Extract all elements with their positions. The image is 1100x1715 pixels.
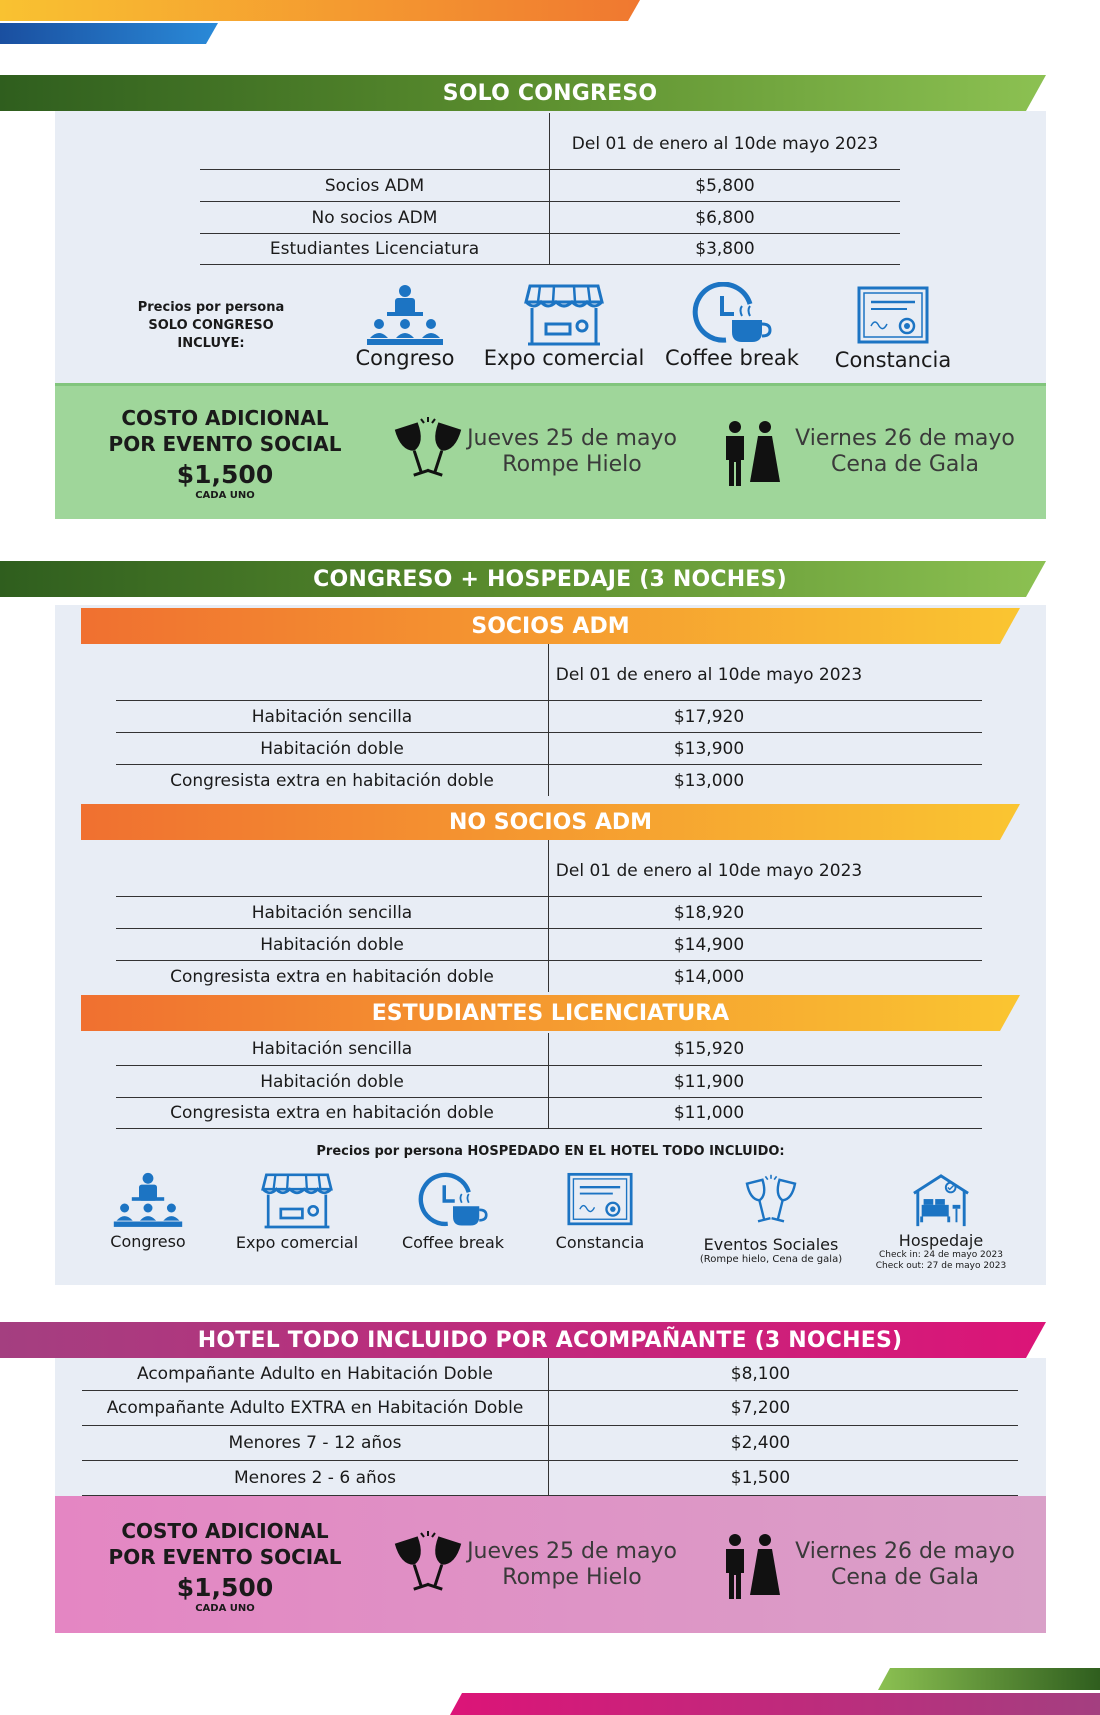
row-price: $1,500	[730, 1468, 791, 1488]
row-price: $18,920	[673, 902, 745, 923]
coffee-clock-icon	[692, 282, 772, 346]
row-label: Socios ADM	[200, 170, 550, 201]
couple-icon	[718, 420, 784, 488]
solo-congreso-item	[345, 282, 465, 370]
table-row	[116, 700, 982, 732]
row-price: $13,900	[673, 738, 745, 759]
includes-bold: HOSPEDADO EN EL HOTEL TODO INCLUIDO:	[467, 1144, 785, 1159]
row-price: $3,800	[695, 239, 755, 259]
hosp-expo-item	[222, 1170, 372, 1252]
date-line-1: Del 01 de enero al 10	[555, 861, 740, 881]
table-row	[82, 1390, 1018, 1425]
title-line: COSTO ADICIONAL	[121, 406, 329, 430]
congress-icon	[112, 1170, 184, 1228]
social-event-2	[790, 426, 1020, 478]
includes-prefix: Precios por persona	[316, 1144, 468, 1159]
socios-price-table	[116, 644, 982, 796]
includes-line: Precios por persona	[137, 300, 285, 315]
solo-expo-item	[476, 282, 652, 370]
social-event-2	[790, 1539, 1020, 1591]
congress-icon	[365, 282, 445, 346]
table-row	[116, 764, 982, 796]
nosocios-price-table	[116, 840, 982, 992]
toast-glasses-icon	[743, 1172, 799, 1232]
couple-icon	[718, 1533, 784, 1601]
table-row	[116, 896, 982, 928]
icon-label: Congreso	[110, 1232, 186, 1251]
title-line: POR EVENTO SOCIAL	[108, 432, 342, 456]
event-line: Cena de Gala	[831, 452, 979, 477]
row-price: $13,000	[673, 770, 745, 791]
row-price: $11,900	[673, 1071, 745, 1092]
row-label: Habitación sencilla	[116, 701, 549, 732]
table-row	[116, 928, 982, 960]
hosp-title: CONGRESO + HOSPEDAJE (3 NOCHES)	[313, 566, 787, 592]
social-cost-price: $1,500	[176, 1573, 274, 1602]
table-row	[200, 169, 900, 201]
hosp-congreso-item	[96, 1170, 200, 1251]
date-line-1: Del 01 de enero al 10	[571, 134, 756, 154]
row-label: Acompañante Adulto EXTRA en Habitación Doble	[82, 1391, 549, 1425]
nosocios-title: NO SOCIOS ADM	[448, 809, 653, 835]
date-line-1: Del 01 de enero al 10	[555, 665, 740, 685]
row-price: $11,000	[673, 1103, 745, 1123]
includes-line: SOLO CONGRESO	[148, 318, 274, 333]
certificate-icon	[857, 286, 929, 346]
row-price: $14,900	[673, 934, 745, 955]
row-label: Habitación doble	[116, 733, 549, 764]
event-line: Rompe Hielo	[502, 1565, 642, 1590]
row-label: Menores 2 - 6 años	[82, 1461, 549, 1495]
icon-label: Congreso	[355, 346, 455, 370]
row-label: Congresista extra en habitación doble	[116, 1098, 549, 1128]
table-row	[116, 1033, 982, 1065]
table-row	[116, 732, 982, 764]
estudiantes-title: ESTUDIANTES LICENCIATURA	[371, 1000, 730, 1026]
icon-label: Coffee break	[401, 1233, 505, 1252]
row-price: $8,100	[730, 1364, 791, 1384]
toast-glasses-icon	[393, 417, 463, 485]
icon-label: Coffee break	[665, 346, 799, 370]
solo-includes-text	[120, 299, 302, 353]
icon-note: (Rompe hielo, Cena de gala)	[699, 1254, 843, 1265]
row-price: $17,920	[673, 706, 745, 727]
toast-glasses-icon	[393, 1531, 463, 1599]
social-event-1	[462, 1539, 682, 1591]
solo-constancia-item	[820, 286, 966, 372]
row-price: $15,920	[673, 1039, 745, 1059]
event-line: Viernes 26 de mayo	[795, 1539, 1015, 1564]
acomp-price-table	[82, 1358, 1018, 1496]
icon-label: Constancia	[834, 348, 952, 372]
table-row	[116, 960, 982, 992]
estudiantes-price-table	[116, 1033, 982, 1129]
row-label: No socios ADM	[200, 202, 550, 233]
title-line: COSTO ADICIONAL	[121, 1519, 329, 1543]
row-price: $2,400	[730, 1433, 791, 1453]
hosp-coffee-item	[393, 1172, 513, 1252]
event-line: Jueves 25 de mayo	[467, 1539, 677, 1564]
orange-banner-defs	[0, 0, 1, 1]
event-line: Jueves 25 de mayo	[467, 426, 677, 451]
social-cost-title	[100, 1518, 350, 1570]
top-decoration	[0, 0, 660, 46]
row-label: Congresista extra en habitación doble	[116, 961, 549, 992]
acomp-title: HOTEL TODO INCLUIDO POR ACOMPAÑANTE (3 NOCHES)	[197, 1327, 903, 1353]
date-line-2: de mayo 2023	[739, 665, 863, 685]
row-label: Habitación sencilla	[116, 1033, 549, 1065]
social-cost-sub: CADA UNO	[195, 490, 255, 501]
hotel-bed-icon	[910, 1172, 972, 1230]
row-price: $5,800	[695, 175, 755, 196]
hosp-hospedaje-item	[870, 1172, 1012, 1272]
solo-congreso-title: SOLO CONGRESO	[442, 80, 658, 106]
table-row	[82, 1425, 1018, 1460]
solo-price-table	[200, 113, 900, 265]
solo-date-header	[550, 113, 900, 169]
icon-label: Hospedaje	[898, 1231, 984, 1250]
social-cost-price: $1,500	[176, 460, 274, 489]
expo-stand-icon	[261, 1170, 333, 1230]
date-line-2: de mayo 2023	[755, 134, 879, 154]
row-label: Habitación sencilla	[116, 897, 549, 928]
title-line: POR EVENTO SOCIAL	[108, 1545, 342, 1569]
social-event-1	[462, 426, 682, 478]
table-row	[82, 1358, 1018, 1390]
icon-label: Expo comercial	[483, 346, 645, 370]
hosp-constancia-item	[540, 1172, 660, 1252]
event-line: Cena de Gala	[831, 1565, 979, 1590]
expo-stand-icon	[524, 282, 604, 346]
row-label: Acompañante Adulto en Habitación Doble	[82, 1358, 549, 1390]
table-row	[116, 1065, 982, 1097]
date-line-2: de mayo 2023	[739, 861, 863, 881]
event-line: Viernes 26 de mayo	[795, 426, 1015, 451]
row-price: $14,000	[673, 966, 745, 987]
icon-label: Eventos Sociales	[703, 1235, 839, 1254]
table-row	[82, 1460, 1018, 1496]
icon-label: Expo comercial	[235, 1233, 359, 1252]
row-label: Estudiantes Licenciatura	[200, 234, 550, 264]
table-row	[200, 233, 900, 265]
row-label: Habitación doble	[116, 929, 549, 960]
row-label: Habitación doble	[116, 1066, 549, 1097]
hosp-eventos-item	[676, 1172, 866, 1265]
table-row	[116, 1097, 982, 1129]
hosp-includes-text	[55, 1144, 1046, 1159]
socios-date-header	[549, 644, 869, 700]
table-row	[200, 201, 900, 233]
row-price: $6,800	[695, 207, 755, 228]
social-cost-title	[100, 405, 350, 457]
icon-note: Check in: 24 de mayo 2023	[879, 1250, 1003, 1260]
icon-note: Check out: 27 de mayo 2023	[875, 1261, 1007, 1271]
coffee-clock-icon	[418, 1172, 488, 1230]
icon-label: Constancia	[555, 1233, 645, 1252]
row-price: $7,200	[730, 1398, 791, 1418]
row-label: Congresista extra en habitación doble	[116, 765, 549, 796]
solo-coffee-item	[657, 282, 807, 370]
includes-line: INCLUYE:	[177, 336, 245, 351]
event-line: Rompe Hielo	[502, 452, 642, 477]
certificate-icon	[567, 1172, 633, 1228]
nosocios-date-header	[549, 840, 869, 896]
row-label: Menores 7 - 12 años	[82, 1426, 549, 1460]
bottom-decoration	[450, 1668, 1100, 1715]
social-cost-sub: CADA UNO	[195, 1603, 255, 1614]
socios-title: SOCIOS ADM	[471, 613, 630, 639]
